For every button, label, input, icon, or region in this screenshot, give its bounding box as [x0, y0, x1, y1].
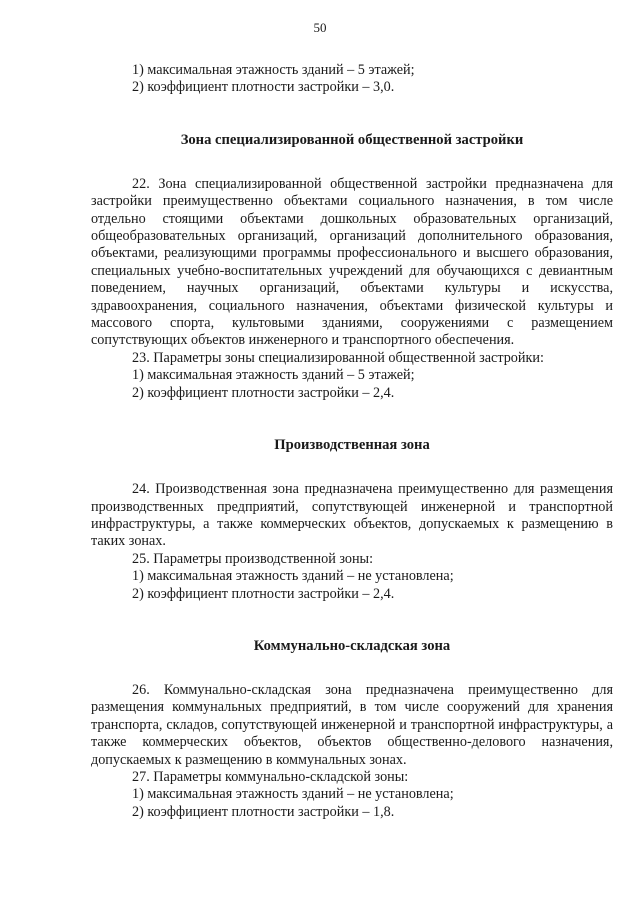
list-item: 2) коэффициент плотности застройки – 1,8. — [132, 803, 395, 820]
page-content — [91, 62, 613, 821]
section-heading: Зона специализированной общественной застройки — [180, 131, 524, 148]
params-title: 23. Параметры зоны специализированной общественной застройки: — [132, 349, 544, 366]
list-item: 1) максимальная этажность зданий – 5 этажей; — [132, 367, 415, 384]
list-item: 2) коэффициент плотности застройки – 2,4. — [132, 585, 395, 602]
section-paragraph: 26. Коммунально-складская зона предназначена преимущественно для размещения коммунальных предприятий, в том числе сооружений для хранения транспорта, складов, сопутствующей инженерной и транспортной инфраструктуры, а также коммерческих объектов, объектов общественно-делового назначения, допускаемых к размещению в коммунальных зонах. — [91, 681, 613, 768]
list-item: 1) максимальная этажность зданий – не установлена; — [132, 786, 454, 803]
section-heading: Производственная зона — [274, 437, 430, 454]
params-title: 27. Параметры коммунально-складской зоны: — [132, 768, 409, 785]
section-heading: Коммунально-складская зона — [253, 637, 451, 654]
section-paragraph: 22. Зона специализированной общественной застройки предназначена для застройки преимущественно объектами социального назначения, в том числе отдельно стоящими объектами дошкольных образовательных организаций, общеобразовательных организаций, организаций дополнительного образования, объектами, реализующими программы профессионального и высшего образования, специальных учебно-воспитательных учреждений для обучающихся с девиантным поведением, научных организаций, объектами культуры и искусства, здравоохранения, социального назначения, объектами физической культуры и массового спорта, культовыми зданиями, сооружениями с размещением сопутствующих объектов инженерного и транспортного обеспечения. — [91, 175, 613, 349]
list-item: 2) коэффициент плотности застройки – 3,0. — [132, 79, 395, 96]
list-item: 1) максимальная этажность зданий – 5 этажей; — [132, 62, 415, 78]
list-item: 2) коэффициент плотности застройки – 2,4. — [132, 384, 395, 401]
params-title: 25. Параметры производственной зоны: — [132, 550, 374, 567]
page-number: 50 — [313, 20, 327, 35]
list-item: 1) максимальная этажность зданий – не установлена; — [132, 568, 454, 585]
section-paragraph: 24. Производственная зона предназначена преимущественно для размещения производственных предприятий, сопутствующей инженерной и транспортной инфраструктуры, а также коммерческих объектов, допускаемых к размещению в таких зонах. — [91, 481, 613, 550]
